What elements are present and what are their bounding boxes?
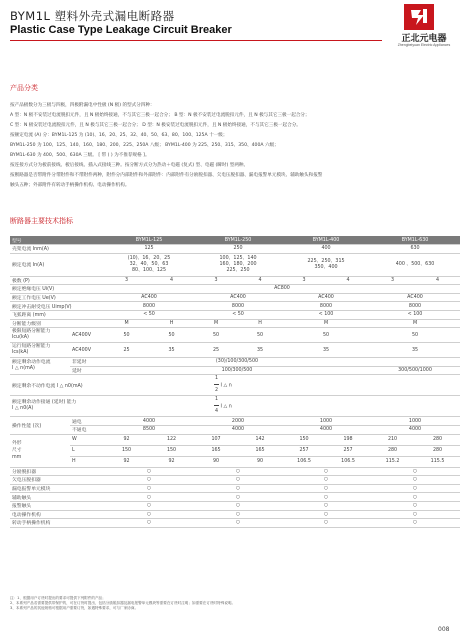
table-row: [10, 396, 460, 417]
cell: 400 、500、630: [370, 253, 460, 276]
cell: M: [370, 319, 460, 328]
cell: ○: [282, 501, 370, 510]
cell: ○: [104, 467, 194, 476]
row-label: 壳架电流 Inm(A): [10, 245, 104, 254]
header-divider: [10, 40, 382, 41]
table-row: [10, 310, 460, 319]
table-row: [10, 467, 460, 476]
cell: 非延时: [70, 358, 104, 367]
fraction-den: 2: [214, 388, 219, 394]
cell: 35: [282, 343, 370, 358]
cell: ○: [282, 519, 370, 528]
row-label: 转动手柄操作机构: [10, 519, 104, 528]
cell: 165: [238, 445, 282, 456]
row-label: 分励脱扣器: [10, 467, 104, 476]
cell: 90: [194, 456, 238, 467]
cell: 35: [370, 343, 460, 358]
cell: 2000: [194, 417, 282, 426]
header-cell: BYM1L-250: [194, 236, 282, 245]
cell: AC400: [194, 293, 282, 302]
table-row: [10, 434, 460, 445]
cell: ○: [370, 484, 460, 493]
cell: 3: [104, 276, 149, 285]
cell: ○: [282, 476, 370, 485]
row-label: 运行短路分断能力 Ics(kA): [10, 343, 70, 358]
logo-subtitle: Zhengbeiyuan Electric Appliances: [397, 43, 451, 47]
table-row: [10, 293, 460, 302]
cell: ○: [370, 467, 460, 476]
cell: 35: [238, 343, 282, 358]
row-label: 分断能力级别: [10, 319, 104, 328]
cell: 165: [194, 445, 238, 456]
cell: ○: [104, 493, 194, 502]
cell: ○: [194, 501, 282, 510]
cell: ○: [104, 484, 194, 493]
cell: ○: [104, 476, 194, 485]
cell: ○: [194, 510, 282, 519]
cell: 4000: [370, 425, 460, 434]
cell: 100/300/500: [104, 366, 370, 375]
cell: < 50: [194, 310, 282, 319]
cell: AC400: [282, 293, 370, 302]
row-label: 操作性能 (次): [10, 417, 70, 434]
cell: < 100: [282, 310, 370, 319]
cell: 50: [370, 328, 460, 343]
cell: 8000: [194, 302, 282, 311]
table-row: [10, 425, 460, 434]
table-row: [10, 519, 460, 528]
cell: 630: [370, 245, 460, 254]
fraction-cell: [104, 396, 460, 417]
cell: 115.5: [415, 456, 460, 467]
cell: 106.5: [282, 456, 326, 467]
cell: W: [70, 434, 104, 445]
table-row: [10, 417, 460, 426]
table-row: [10, 375, 460, 396]
cell: 150: [282, 434, 326, 445]
cell: ○: [370, 510, 460, 519]
header-cell: 型号: [10, 236, 104, 245]
header-cell: BYM1L-125: [104, 236, 194, 245]
cell: AC800: [104, 285, 460, 294]
cell: 198: [326, 434, 370, 445]
note-line: 2、本系列产品若需要提供带保护的，可在订货时提出，包括分励脱扣器及漏电报警单元模块等需要在订货时注明；如需要在订货时特殊说明。: [10, 601, 236, 605]
cell: H: [149, 319, 194, 328]
cell: AC400: [370, 293, 460, 302]
cell: M: [194, 319, 238, 328]
header-cell: BYM1L-400: [282, 236, 370, 245]
table-row: [10, 285, 460, 294]
classification-text: [10, 101, 460, 191]
table-row: [10, 510, 460, 519]
cell: 92: [104, 434, 149, 445]
fraction-num: 1: [214, 397, 219, 403]
cell: ○: [370, 519, 460, 528]
cell: 100、125、140 160、180、200 225、250: [194, 253, 282, 276]
cell: ○: [194, 476, 282, 485]
page-title-en: Plastic Case Type Leakage Circuit Breaker: [10, 24, 232, 36]
cell: 4: [326, 276, 370, 285]
cell: M: [282, 319, 370, 328]
cell: 通电: [70, 417, 104, 426]
table-row: [10, 319, 460, 328]
cell: 4000: [282, 425, 370, 434]
cell: ○: [282, 510, 370, 519]
row-label: 漏电报警单元模块: [10, 484, 104, 493]
cell: 50: [149, 328, 194, 343]
cell: 225、250、315 350、400: [282, 253, 370, 276]
para-line: 按连接方式分为板前接线、板后接线、插入式接线三种。按分断方式分为热动＋电磁 (复式) 型、电磁 (瞬时) 型两种。: [10, 163, 249, 168]
cell: ○: [282, 493, 370, 502]
cell: ○: [194, 493, 282, 502]
logo-text: 正北元电器: [401, 34, 447, 44]
cell: ○: [194, 519, 282, 528]
cell: 4: [415, 276, 460, 285]
fraction-num: 1: [214, 376, 219, 382]
cell: 257: [282, 445, 326, 456]
logo-mark: [404, 4, 434, 30]
cell: < 100: [370, 310, 460, 319]
cell: 142: [238, 434, 282, 445]
para-line: BYM1L-630 为 400、500、630A 三级。 [ 带 ( ) 为不推荐规格 ]。: [10, 153, 150, 158]
section-title-classification: 产品分类: [10, 84, 38, 92]
table-row: [10, 302, 460, 311]
table-row: [10, 276, 460, 285]
cell: 3: [282, 276, 326, 285]
cell: [370, 358, 460, 367]
cell: 280: [370, 445, 415, 456]
cell: 8000: [104, 302, 194, 311]
cell: ○: [194, 484, 282, 493]
cell: 115.2: [370, 456, 415, 467]
page-title-cn: BYM1L 塑料外壳式漏电断路器: [10, 9, 175, 23]
cell: 257: [326, 445, 370, 456]
cell: 1000: [370, 417, 460, 426]
cell: 210: [370, 434, 415, 445]
para-line: BYM1L-250 为 100、125、140、160、180、200、225、250A 八级； BYM1L-400 为 225、250、315、350、400A 六级；: [10, 143, 279, 148]
cell: 90: [238, 456, 282, 467]
brand-logo: [389, 4, 459, 52]
cell: ○: [104, 510, 194, 519]
table-row: [10, 245, 460, 254]
row-label: 电动操作机构: [10, 510, 104, 519]
cell: 4000: [194, 425, 282, 434]
page-number: 008: [438, 626, 450, 633]
header-cell: BYM1L-630: [370, 236, 460, 245]
row-label: 额定剩余动作接通 (延时) 能力 I △ n0(A): [10, 396, 104, 417]
cell: 125: [104, 245, 194, 254]
cell: AC400: [104, 293, 194, 302]
cell: 150: [149, 445, 194, 456]
row-label: 极限短路分断能力 Icu(kA): [10, 328, 70, 343]
table-row: [10, 493, 460, 502]
row-label: 额定绝缘电压 Ui(V): [10, 285, 104, 294]
note-line: 3、本系列产品的其他规格可根据用户需要订货，如遇特殊要求，可与厂家协商。: [10, 606, 139, 610]
cell: AC400V: [70, 328, 104, 343]
row-label: 极数 (P): [10, 276, 104, 285]
cell: 50: [104, 328, 149, 343]
row-label: 辅助触头: [10, 493, 104, 502]
fraction-var: I △ n: [220, 383, 232, 389]
row-label: 额定剩余动作电流 I △ n(mA): [10, 358, 70, 375]
para-line: 按额定电流 (A) 分：BYM1L-125 为 (10)、16、20、25、32、40、50、63、80、100、125A 十一级；: [10, 133, 228, 138]
table-row: [10, 484, 460, 493]
cell: H: [70, 456, 104, 467]
cell: M: [104, 319, 149, 328]
cell: 25: [104, 343, 149, 358]
cell: ○: [370, 476, 460, 485]
cell: 35: [149, 343, 194, 358]
cell: 3: [370, 276, 415, 285]
cell: ○: [104, 501, 194, 510]
table-row: [10, 343, 460, 358]
cell: 8000: [370, 302, 460, 311]
cell: 50: [238, 328, 282, 343]
row-label: 报警触头: [10, 501, 104, 510]
cell: H: [238, 319, 282, 328]
cell: 280: [415, 445, 460, 456]
cell: 50: [282, 328, 370, 343]
cell: L: [70, 445, 104, 456]
cell: 400: [282, 245, 370, 254]
row-label: 欠电压脱扣器: [10, 476, 104, 485]
cell: 150: [104, 445, 149, 456]
cell: 8000: [282, 302, 370, 311]
row-label: 额定冲击耐受电压 Uimp(V): [10, 302, 104, 311]
cell: 106.5: [326, 456, 370, 467]
cell: 3: [194, 276, 238, 285]
cell: 92: [104, 456, 149, 467]
cell: ○: [282, 484, 370, 493]
table-row: [10, 366, 460, 375]
cell: AC400V: [70, 343, 104, 358]
row-label: 额定剩余不动作电流 I △ n0(mA): [10, 375, 104, 396]
cell: 122: [149, 434, 194, 445]
cell: 1000: [282, 417, 370, 426]
cell: 300/500/1000: [370, 366, 460, 375]
cell: 4: [149, 276, 194, 285]
table-row: [10, 501, 460, 510]
cell: ○: [104, 519, 194, 528]
cell: 92: [149, 456, 194, 467]
fraction-var: I △ n: [220, 404, 232, 410]
cell: (30)/100/300/500: [104, 358, 370, 367]
table-header-row: [10, 236, 460, 245]
cell: 4: [238, 276, 282, 285]
cell: ○: [194, 467, 282, 476]
cell: 280: [415, 434, 460, 445]
fraction-bar: [214, 405, 219, 406]
cell: 50: [194, 328, 238, 343]
cell: ○: [370, 493, 460, 502]
cell: 25: [194, 343, 238, 358]
para-line: C 型：N 极安装过电流脱扣元件，且 N 极与其它三极一起合分； D 型：N 极安装过电流脱扣元件，且 N 极始终接通，不与其它三极一起合分。: [10, 123, 301, 128]
table-row: [10, 476, 460, 485]
fraction-den: 4: [214, 409, 219, 415]
cell: 250: [194, 245, 282, 254]
table-row: [10, 253, 460, 276]
cell: 107: [194, 434, 238, 445]
cell: 4000: [104, 417, 194, 426]
cell: ○: [370, 501, 460, 510]
footnotes: [10, 596, 460, 611]
cell: 8500: [104, 425, 194, 434]
table-row: [10, 328, 460, 343]
table-row: [10, 445, 460, 456]
fraction-bar: [214, 384, 219, 385]
row-label: 额定电流 In(A): [10, 253, 104, 276]
para-line: 按产品极数分为三极与四极，四极附漏电中性极 (N 极) 的型式分四种：: [10, 103, 155, 108]
note-line: 注：1、根据用户订货时提出的要求可提供下列附件的产品；: [10, 596, 106, 600]
section-title-specs: 断路器主要技术指标: [10, 217, 73, 225]
table-row: [10, 456, 460, 467]
spec-table: [10, 236, 460, 528]
cell: (10)、16、20、25 32、40、50、63 80、100、125: [104, 253, 194, 276]
cell: ○: [282, 467, 370, 476]
para-line: A 型：N 极不安装过电流脱扣元件，且 N 极始终接通，不与其它三极一起合分； B 型：N 极不安装过电流脱扣元件，且 N 极与其它三极一起合分；: [10, 113, 310, 118]
logo-emblem-icon: [404, 4, 434, 30]
row-label: 飞弧距离 (mm): [10, 310, 104, 319]
row-label: 外形 尺寸 mm: [10, 434, 70, 467]
cell: 不通电: [70, 425, 104, 434]
row-label: 额定工作电压 Ue(V): [10, 293, 104, 302]
table-row: [10, 358, 460, 367]
cell: 延时: [70, 366, 104, 375]
cell: < 50: [104, 310, 194, 319]
fraction-cell: [104, 375, 460, 396]
para-line: 按断路器是否带附件分带附件和不带附件两种，附件分内部附件和外部附件：内部附件有分励脱扣器、欠电压脱扣器、漏电报警单元模块、辅助触头和报警: [10, 173, 323, 178]
para-line: 触头五种；外部附件有转动手柄操作机构、电动操作机构。: [10, 183, 130, 188]
